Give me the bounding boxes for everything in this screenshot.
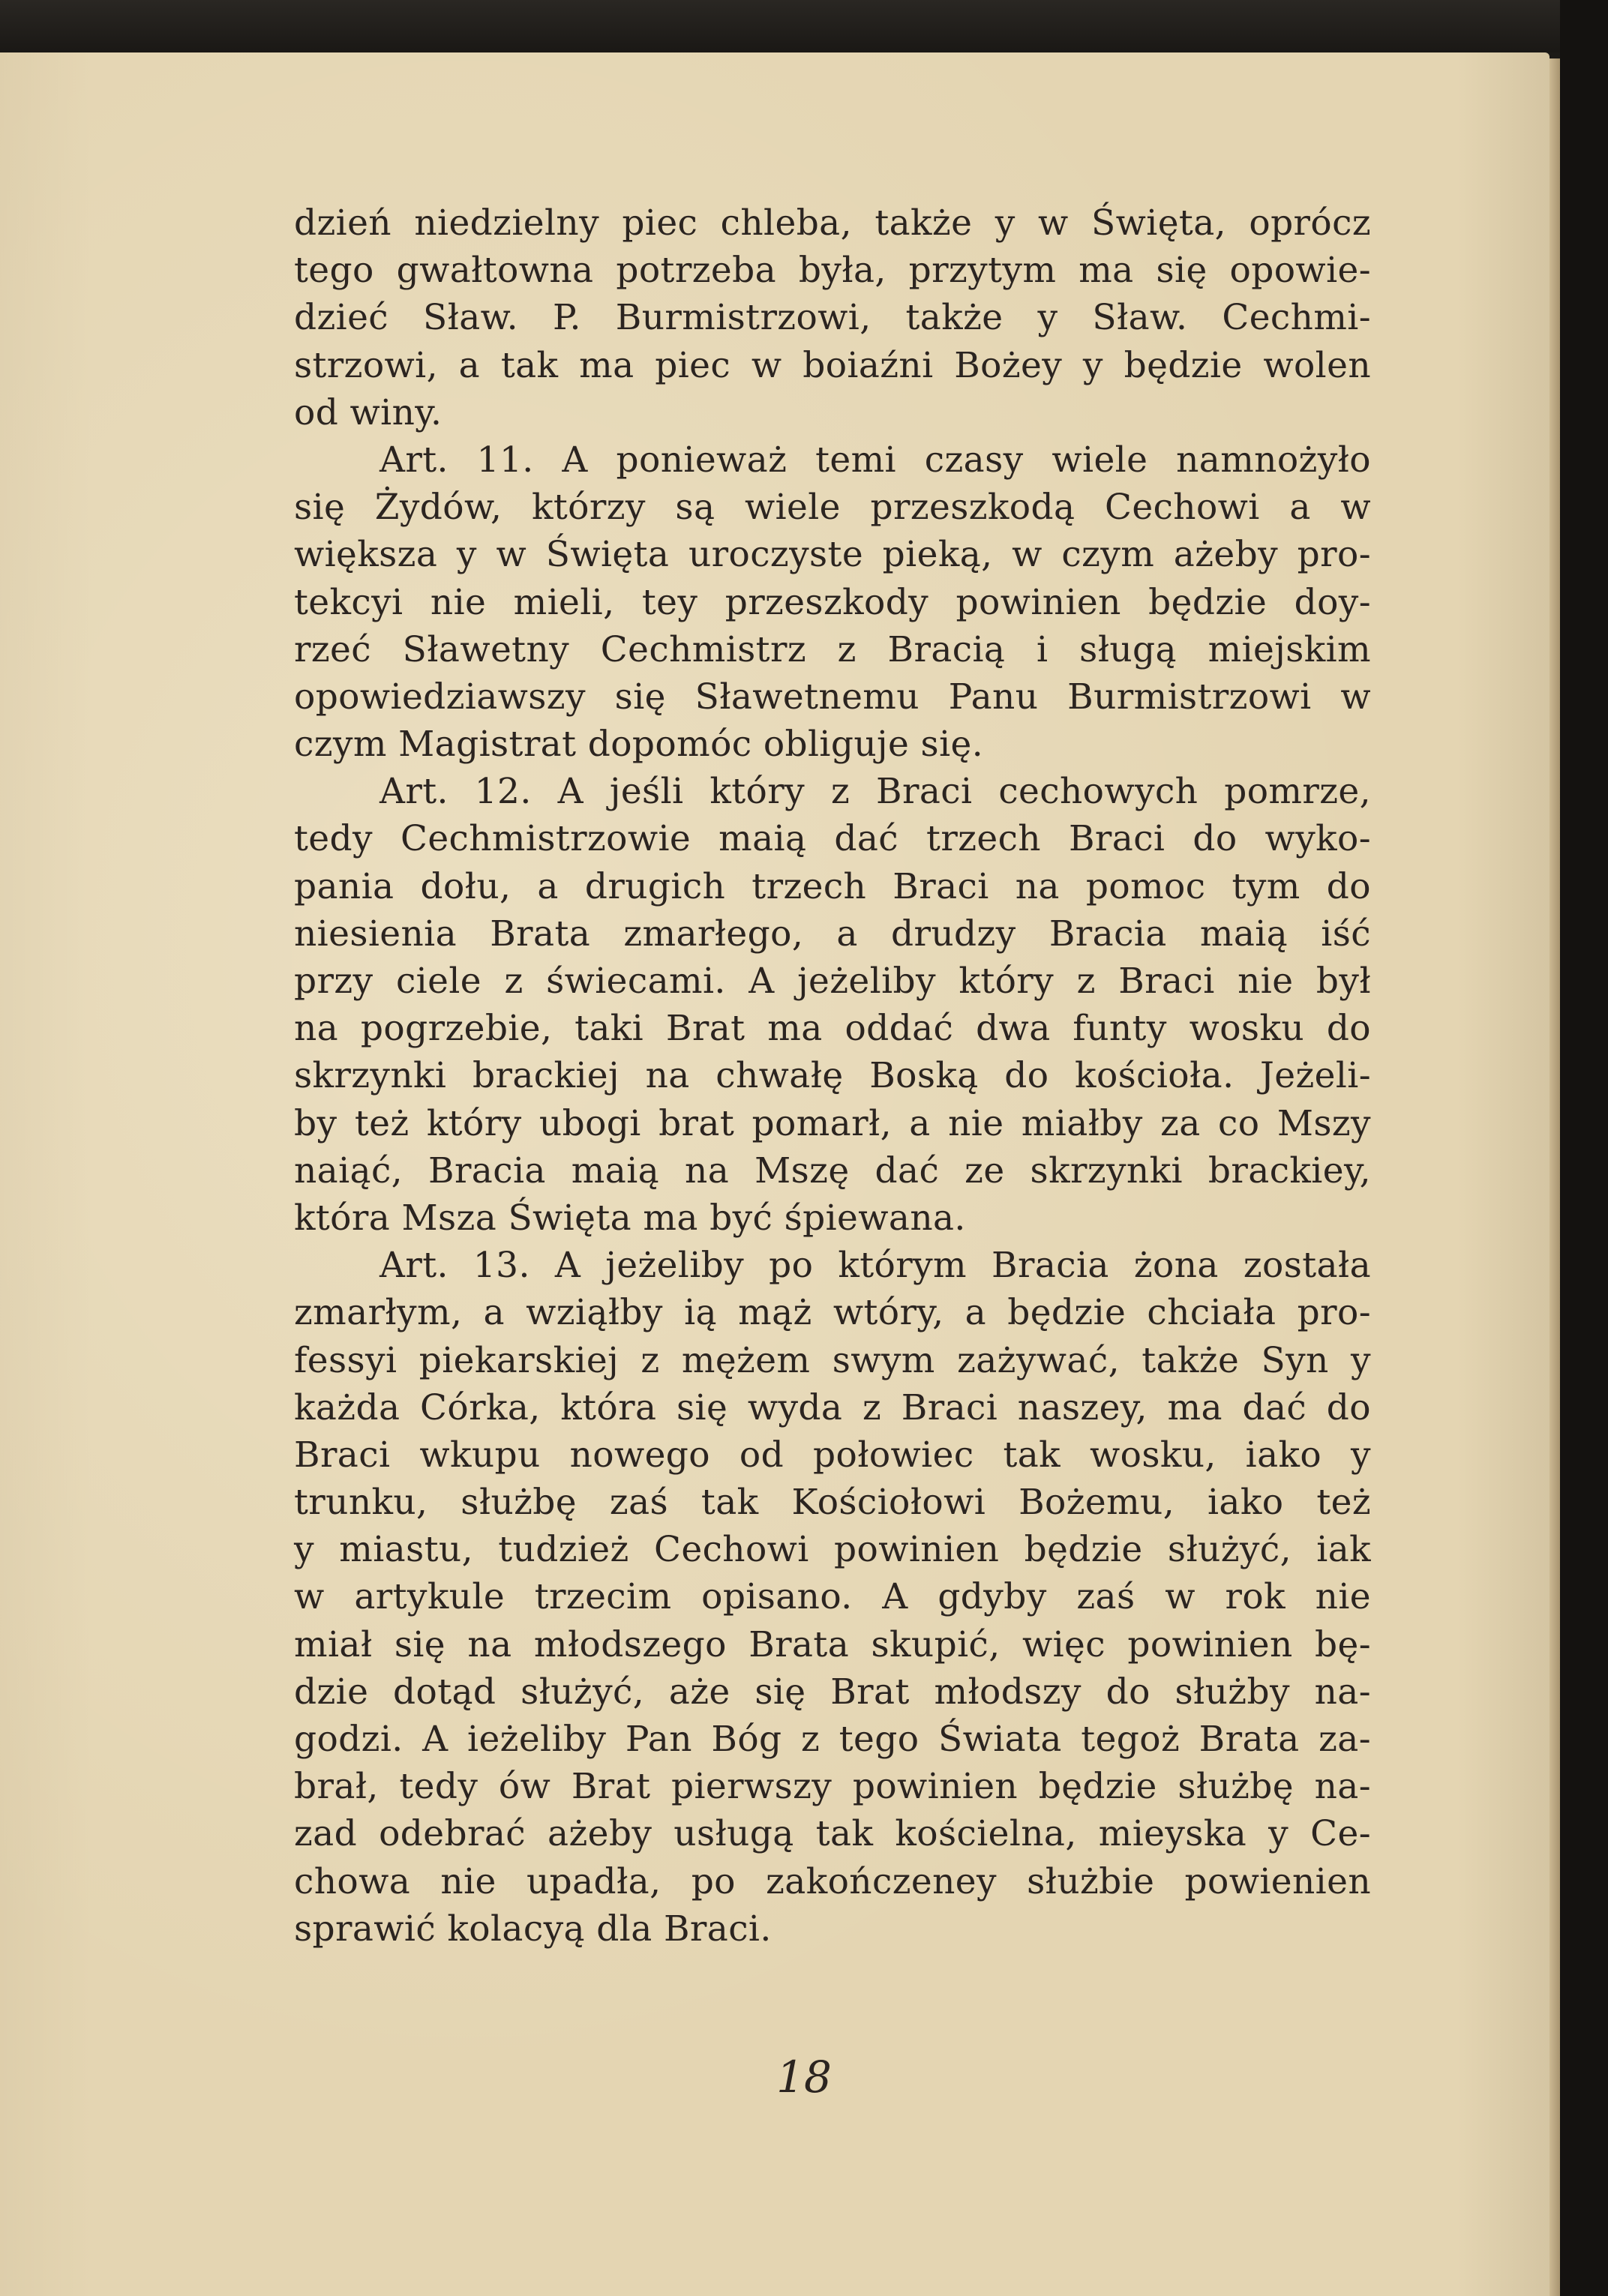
text-line: pania dołu, a drugich trzech Braci na pomoc tym do [294,865,1371,907]
text-line: od winy. [294,391,442,433]
text-line: tekcyi nie mieli, tey przeszkody powinien będzie doy- [294,581,1371,623]
text-line: dzień niedzielny piec chleba, także y w Święta, oprócz [294,202,1371,244]
body-text [294,199,1371,1953]
text-line: brał, tedy ów Brat pierwszy powinien będzie służbę na- [294,1766,1371,1808]
text-line: sprawić kolacyą dla Braci. [294,1908,772,1950]
text-line: strzowi, a tak ma piec w boiaźni Bożey y będzie wolen [294,344,1371,386]
text-line: tedy Cechmistrzowie maią dać trzech Braci do wyko- [294,818,1371,860]
scan-backdrop-right [1560,0,1608,2296]
scan-backdrop-top [0,0,1608,52]
text-line: każda Córka, która się wyda z Braci naszey, ma dać do [294,1386,1371,1428]
text-line: Braci wkupu nowego od połowiec tak wosku, iako y [294,1434,1371,1476]
text-line: by też który ubogi brat pomarł, a nie miałby za co Mszy [294,1102,1371,1144]
text-line: Art. 11. A ponieważ temi czasy wiele namnożyło [380,439,1371,481]
text-line: się Żydów, którzy są wiele przeszkodą Cechowi a w [294,487,1371,529]
text-line: godzi. A ieżeliby Pan Bóg z tego Świata tegoż Brata za- [294,1719,1371,1760]
text-line: naiąć, Bracia maią na Mszę dać ze skrzynki brackiey, [294,1149,1371,1191]
text-line: większa y w Święta uroczyste pieką, w czym ażeby pro- [294,534,1371,576]
text-line: miał się na młodszego Brata skupić, więc powinien bę- [294,1623,1371,1665]
text-line: fessyi piekarskiej z mężem swym zażywać, także Syn y [294,1339,1371,1381]
text-line: tego gwałtowna potrzeba była, przytym ma się opowie- [294,250,1371,292]
text-line: zmarłym, a wziąłby ią mąż wtóry, a będzie chciała pro- [294,1292,1371,1334]
page-number: 18 [776,2052,832,2103]
text-line: przy ciele z świecami. A jeżeliby który z Braci nie był [294,961,1371,1002]
text-line: rzeć Sławetny Cechmistrz z Bracią i sługą miejskim [294,628,1371,670]
text-line: y miastu, tudzież Cechowi powinien będzie służyć, iak [294,1529,1371,1571]
text-line: która Msza Święta ma być śpiewana. [294,1197,966,1239]
text-line: niesienia Brata zmarłego, a drudzy Bracia maią iść [294,913,1371,955]
text-line: w artykule trzecim opisano. A gdyby zaś w rok nie [294,1576,1371,1618]
text-line: czym Magistrat dopomóc obliguje się. [294,724,984,766]
text-line: trunku, służbę zaś tak Kościołowi Bożemu, iako też [294,1482,1371,1524]
text-line: zad odebrać ażeby usługą tak kościelna, mieyska y Ce- [294,1813,1371,1855]
text-line: opowiedziawszy się Sławetnemu Panu Burmistrzowi w [294,676,1371,718]
page-edge [1550,58,1560,2296]
text-line: Art. 13. A jeżeliby po którym Bracia żona została [380,1245,1371,1287]
text-line: chowa nie upadła, po zakończeney służbie powienien [294,1860,1371,1902]
text-line: Art. 12. A jeśli który z Braci cechowych pomrze, [380,771,1371,813]
text-line: dzieć Sław. P. Burmistrzowi, także y Sław. Cechmi- [294,297,1371,339]
text-line: na pogrzebie, taki Brat ma oddać dwa funty wosku do [294,1008,1371,1050]
text-line: skrzynki brackiej na chwałę Boską do kościoła. Jeżeli- [294,1055,1371,1097]
text-line: dzie dotąd służyć, aże się Brat młodszy do służby na- [294,1671,1371,1713]
